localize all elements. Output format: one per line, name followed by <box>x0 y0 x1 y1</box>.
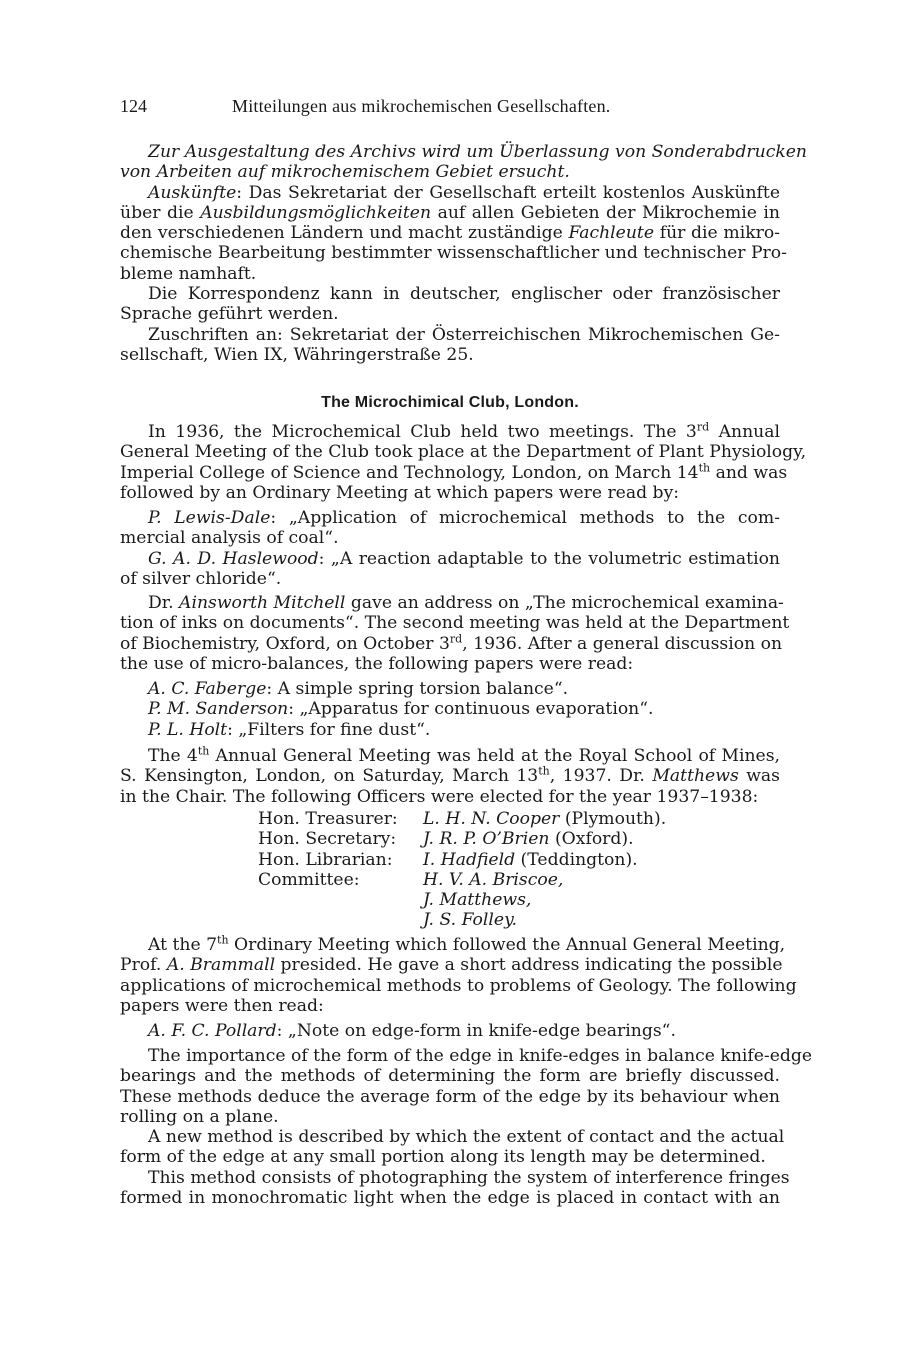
text-line: bleme namhaft. <box>120 263 257 284</box>
intro-paragraph-auskuenfte <box>120 182 787 284</box>
text-line: mercial analysis of coal“. <box>120 528 339 549</box>
paper-entry <box>120 699 780 719</box>
officer-role: Hon. Treasurer: <box>258 809 398 829</box>
page-number: 124 <box>120 96 147 116</box>
paper-entry <box>120 679 780 699</box>
paragraph-photographing <box>120 1167 790 1209</box>
text-line: This method consists of photographing the system of interference fringes <box>148 1167 790 1188</box>
text-line: sellschaft, Wien IX, Währingerstraße 25. <box>120 344 474 365</box>
text-line: form of the edge at any small portion along its length may be determined. <box>120 1147 766 1168</box>
paragraph-seventh-meeting <box>120 933 797 1016</box>
text-line: rolling on a plane. <box>120 1106 279 1127</box>
text-line: A new method is described by which the extent of contact and the actual <box>148 1127 785 1147</box>
text-line: A. F. C. Pollard: „Note on edge-form in knife-edge bearings“. <box>148 1021 676 1041</box>
text-line: Zuschriften an: Sekretariat der Österreichischen Mikrochemischen Ge- <box>148 324 780 345</box>
text-line: General Meeting of the Club took place at the Department of Plant Physiology, <box>120 442 807 463</box>
text-line: followed by an Ordinary Meeting at which papers were read by: <box>120 482 680 503</box>
paper-entry <box>120 1021 780 1041</box>
text-line: At the 7th Ordinary Meeting which followed the Annual General Meeting, <box>148 933 786 955</box>
officer-name: L. H. N. Cooper (Plymouth). <box>423 809 667 829</box>
paper-entry <box>120 720 780 740</box>
officer-row <box>258 910 666 930</box>
officer-name: I. Hadfield (Teddington). <box>423 849 638 870</box>
committee-member: H. V. A. Briscoe, <box>423 869 564 890</box>
running-title: Mitteilungen aus mikrochemischen Gesellschaften. <box>232 96 611 116</box>
text-line: In 1936, the Microchemical Club held two meetings. The 3rd Annual <box>148 420 780 442</box>
officer-row <box>258 829 666 849</box>
text-line: the use of micro-balances, the following papers were read: <box>120 653 634 674</box>
section-heading: The Microchimical Club, London. <box>321 394 579 411</box>
text-line: P. Lewis-Dale: „Application of microchemical methods to the com- <box>148 508 780 528</box>
intro-paragraph-korrespondenz <box>120 284 780 325</box>
paragraph-new-method <box>120 1127 785 1168</box>
officer-role: Hon. Librarian: <box>258 849 393 870</box>
text-line: papers were then read: <box>120 995 324 1016</box>
text-line: Sprache geführt werden. <box>120 304 339 325</box>
paragraph-1936-meetings <box>120 420 807 503</box>
paper-entry <box>120 508 780 549</box>
intro-paragraph-zuschriften <box>120 325 780 366</box>
text-line: bearings and the methods of determining the form are briefly discussed. <box>120 1066 780 1087</box>
text-line: tion of inks on documents“. The second meeting was held at the Department <box>120 613 790 634</box>
officer-row <box>258 890 666 910</box>
text-line: of Biochemistry, Oxford, on October 3rd, 1936. After a general discussion on <box>120 631 783 654</box>
text-line: Die Korrespondenz kann in deutscher, englischer oder französischer <box>148 284 780 304</box>
text-line: über die Ausbildungsmöglichkeiten auf allen Gebieten der Mikrochemie in <box>120 202 780 223</box>
officers-table <box>258 809 666 931</box>
paragraph-second-meeting <box>120 593 790 674</box>
committee-member: J. S. Folley. <box>423 910 517 931</box>
text-line: formed in monochromatic light when the edge is placed in contact with an <box>120 1187 780 1208</box>
officer-row <box>258 850 666 870</box>
page-header <box>120 96 780 118</box>
text-line: applications of microchemical methods to problems of Geology. The following <box>120 975 797 996</box>
text-line: These methods deduce the average form of the edge by its behaviour when <box>120 1086 780 1107</box>
paragraph-fourth-meeting <box>120 746 780 807</box>
text-line: P. L. Holt: „Filters for fine dust“. <box>148 719 431 740</box>
text-line: A. C. Faberge: A simple spring torsion balance“. <box>148 679 569 699</box>
text-line: Auskünfte: Das Sekretariat der Gesellschaft erteilt kostenlos Auskünfte <box>148 182 780 203</box>
text-line: P. M. Sanderson: „Apparatus for continuous evaporation“. <box>148 699 654 720</box>
text-line: den verschiedenen Ländern und macht zuständige Fachleute für die mikro- <box>120 223 780 244</box>
paper-entry <box>120 549 780 590</box>
text-line: of silver chloride“. <box>120 568 282 589</box>
officer-name: J. R. P. O’Brien (Oxford). <box>423 829 634 850</box>
paragraph-edge-importance <box>120 1046 813 1127</box>
text-line: Imperial College of Science and Technology, London, on March 14th and was <box>120 460 788 483</box>
officer-row <box>258 870 666 890</box>
text-line: The importance of the form of the edge in knife-edges in balance knife-edge <box>148 1046 813 1066</box>
text-line: S. Kensington, London, on Saturday, March 13th, 1937. Dr. Matthews was <box>120 764 780 787</box>
text-line: chemische Bearbeitung bestimmter wissenschaftlicher und technischer Pro- <box>120 243 787 264</box>
officer-row <box>258 809 666 829</box>
text-line: Dr. Ainsworth Mitchell gave an address on „The microchemical examina- <box>148 593 784 613</box>
intro-paragraph-archive <box>120 142 807 183</box>
officer-role: Committee: <box>258 869 360 890</box>
text-line: Prof. A. Brammall presided. He gave a short address indicating the possible <box>120 955 783 976</box>
officer-role: Hon. Secretary: <box>258 829 397 850</box>
text-line: in the Chair. The following Officers were elected for the year 1937–1938: <box>120 786 759 807</box>
text-line: The 4th Annual General Meeting was held at the Royal School of Mines, <box>148 744 780 766</box>
text-line: G. A. D. Haslewood: „A reaction adaptable to the volumetric estimation <box>148 548 780 569</box>
text-line: von Arbeiten auf mikrochemischem Gebiet ersucht. <box>120 162 570 183</box>
committee-member: J. Matthews, <box>423 890 532 911</box>
text-line: Zur Ausgestaltung des Archivs wird um Überlassung von Sonderabdrucken <box>148 142 807 162</box>
